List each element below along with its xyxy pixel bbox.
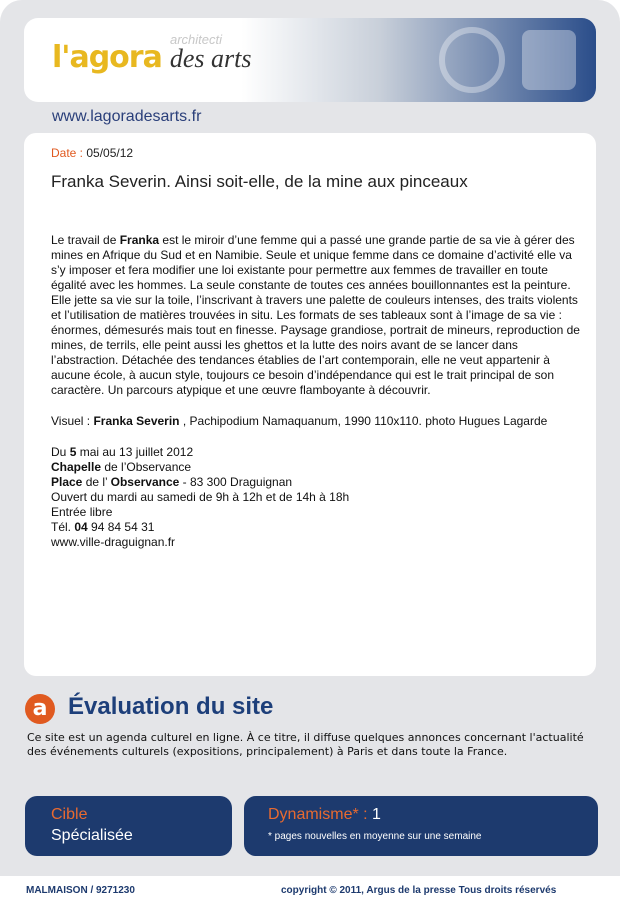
logo-agora: l'agora (52, 40, 162, 75)
article-title: Franka Severin. Ainsi soit-elle, de la mine aux pinceaux (51, 172, 468, 191)
tel-pre: Tél. (51, 520, 75, 534)
event-hours: Ouvert du mardi au samedi de 9h à 12h et de 14h à 18h (51, 490, 350, 504)
site-header-banner (24, 18, 596, 102)
event-info (51, 445, 581, 550)
article-date (51, 146, 133, 160)
address-strong1: Place (51, 475, 83, 489)
dates-post: mai au 13 juillet 2012 (76, 445, 194, 459)
site-logo[interactable] (52, 32, 252, 75)
venue-strong: Chapelle (51, 460, 102, 474)
venue-post: de l’Observance (101, 460, 192, 474)
agora-a-icon (25, 694, 55, 724)
date-value: 05/05/12 (86, 146, 134, 160)
cible-value: Spécialisée (51, 827, 133, 844)
dynamisme-line (268, 806, 381, 824)
event-venue (51, 460, 581, 475)
dynamisme-card (244, 796, 598, 856)
dynamisme-note: * pages nouvelles en moyenne sur une semaine (268, 831, 482, 842)
dynamisme-value: 1 (372, 806, 381, 823)
tel-post: 94 84 54 31 (87, 520, 155, 534)
dates-strong: 5 (69, 445, 77, 459)
dynamisme-label: Dynamisme* : (268, 806, 368, 823)
visual-caption: , Pachipodium Namaquanum, 1990 110x110. photo Hugues Lagarde (179, 414, 548, 428)
visual-label: Visuel : (51, 414, 94, 428)
date-label: Date : (51, 146, 84, 160)
banner-decoration-icon (412, 24, 582, 96)
event-dates (51, 445, 581, 460)
paragraph-text: est le miroir d’une femme qui a passé une grande partie de sa vie à gérer des mines en Afrique du Sud et en Namibie. Seule et unique femme dans ce domaine d’activité elle va s’y imposer et fera modifier une loi existante pour permettre aux femmes de travailler en toute égalité avec les hommes. La seule constante de toutes ces années bouillonnantes est la peinture. Elle jette sa vie sur la toile, l’inscrivant à travers une palette de couleurs intenses, des traits violents et l’utilisation de matières trouvées in situ. Les formats de ses tableaux sont à l’image de sa vie : énormes, démesurés mais tout en finesse. Paysage grandiose, portrait de mineurs, reproduction de mines, de terrils, elle peint aussi les ghettos et la lutte des noirs avant de se lancer dans l’abstraction. Détachée des tendances établies de l’art contemporain, elle ne veut appartenir à aucune école, à aucun style, toujours ce besoin d’indépendance qui est le trait principal de son caractère. Un parcours atypique et une œuvre flamboyante à découvrir. (51, 233, 580, 397)
logo-ghost-text: architecti (170, 32, 223, 47)
address-strong2: Observance (110, 475, 180, 489)
evaluation-description: Ce site est un agenda culturel en ligne. À ce titre, il diffuse quelques annonces concernant l'actualité des événements culturels (expositions, principalement) à Paris et dans toute la France. (27, 731, 584, 758)
paragraph-text-pre: Le travail de (51, 233, 120, 247)
dates-pre: Du (51, 445, 70, 459)
event-entry: Entrée libre (51, 505, 113, 519)
event-address (51, 475, 581, 490)
article-body (51, 233, 581, 550)
article-panel (24, 133, 596, 676)
cible-label: Cible (51, 806, 88, 823)
agora-a-letter: a (32, 696, 48, 721)
evaluation-title: Évaluation du site (68, 693, 274, 720)
address-post: - 83 300 Draguignan (179, 475, 293, 489)
visual-credit (51, 414, 581, 429)
site-url-link[interactable]: www.lagoradesarts.fr (52, 108, 202, 125)
event-website-link[interactable]: www.ville-draguignan.fr (51, 535, 176, 549)
logo-des-arts: des arts (169, 44, 252, 73)
tel-strong: 04 (74, 520, 88, 534)
footer-reference: MALMAISON / 9271230 (26, 885, 135, 896)
artist-name: Franka (119, 233, 160, 247)
visual-artist: Franka Severin (93, 414, 180, 428)
cible-card (25, 796, 232, 856)
address-mid: de l’ (82, 475, 111, 489)
article-paragraph (51, 233, 581, 398)
footer-copyright: copyright © 2011, Argus de la presse Tous droits réservés (281, 885, 557, 896)
event-phone (51, 520, 581, 535)
